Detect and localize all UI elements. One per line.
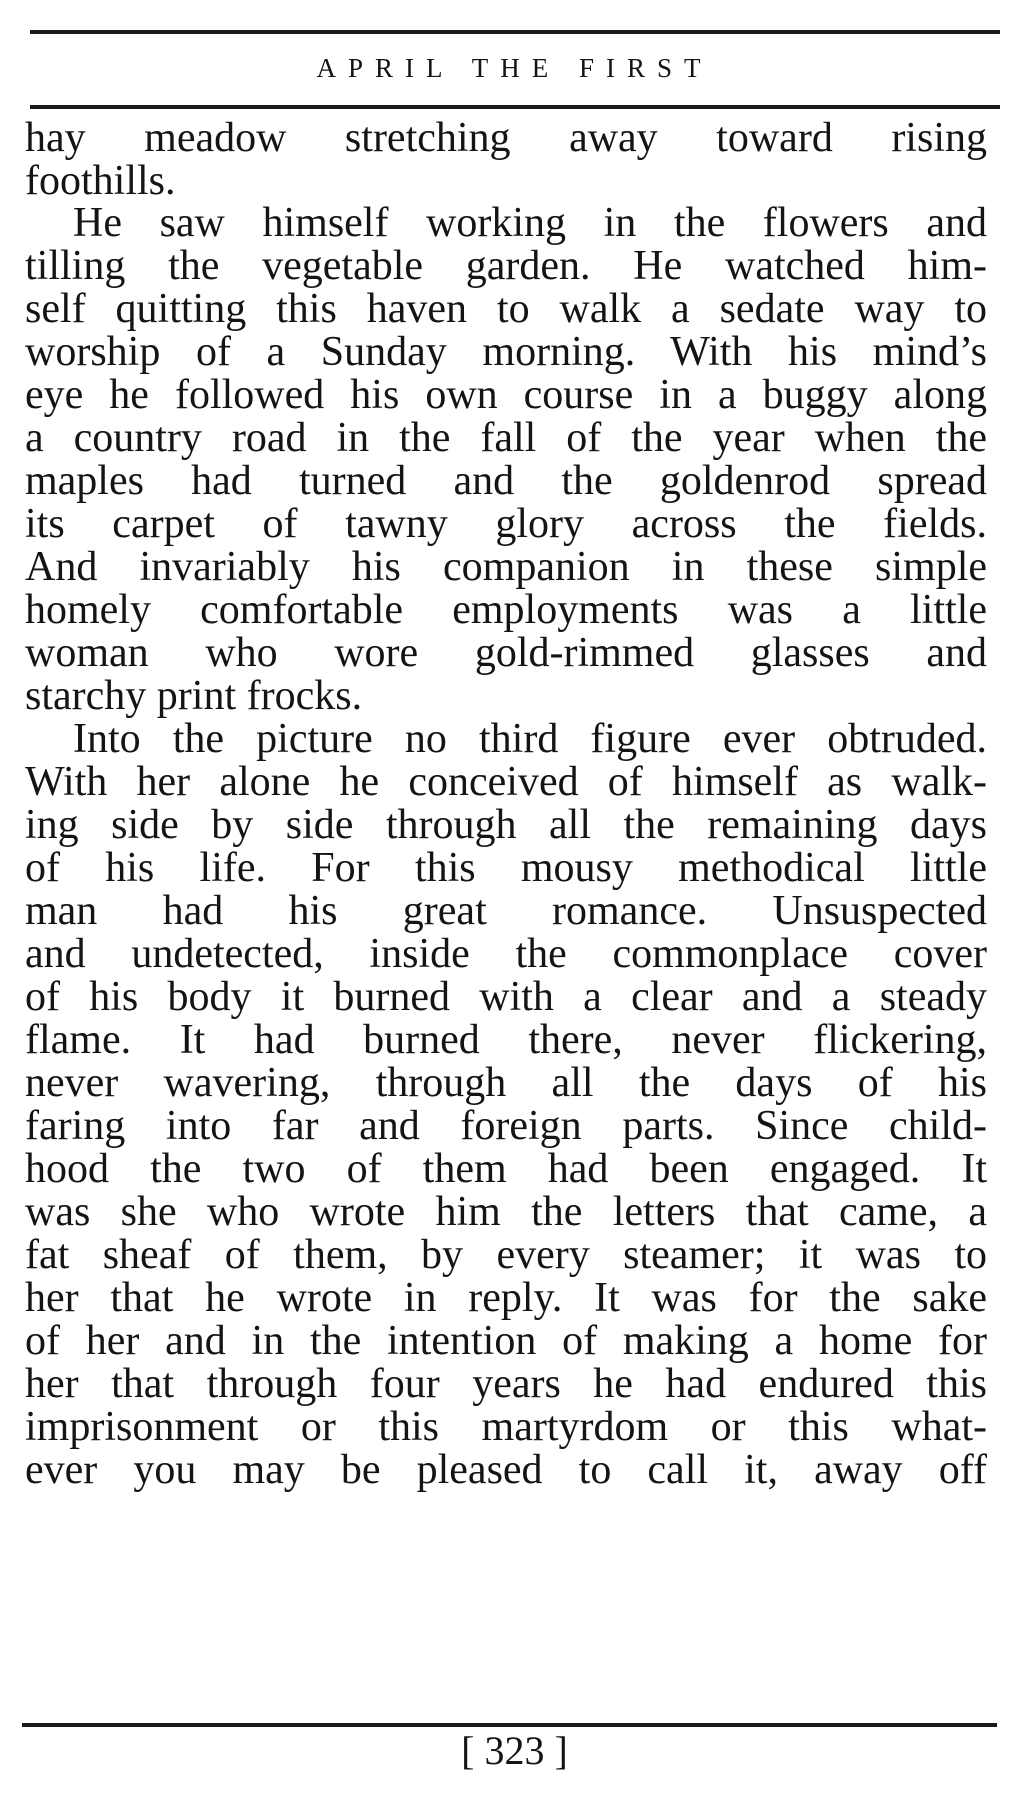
text-line: With her alone he conceived of himself as walk- xyxy=(25,759,987,805)
text-line: woman who wore gold-rimmed glasses and xyxy=(25,630,987,676)
text-line: maples had turned and the goldenrod spread xyxy=(25,458,987,504)
text-line: never wavering, through all the days of his xyxy=(25,1060,987,1106)
paragraph-start-line: Into the picture no third figure ever obtruded. xyxy=(73,716,987,762)
text-line: and undetected, inside the commonplace cover xyxy=(25,931,987,977)
text-line: flame. It had burned there, never flickering, xyxy=(25,1017,987,1063)
text-line: of his body it burned with a clear and a steady xyxy=(25,974,987,1020)
text-line: imprisonment or this martyrdom or this what- xyxy=(25,1404,987,1450)
text-line: ing side by side through all the remaining days xyxy=(25,802,987,848)
text-line: foothills. xyxy=(25,158,176,204)
text-line: was she who wrote him the letters that came, a xyxy=(25,1189,987,1235)
text-line: homely comfortable employments was a little xyxy=(25,587,987,633)
text-line: tilling the vegetable garden. He watched him- xyxy=(25,243,987,289)
text-line: worship of a Sunday morning. With his mind’s xyxy=(25,329,987,375)
text-line: its carpet of tawny glory across the fields. xyxy=(25,501,987,547)
header-rule-bottom xyxy=(30,105,1000,109)
text-line: starchy print frocks. xyxy=(25,673,363,719)
footer-rule xyxy=(22,1723,997,1727)
text-line: And invariably his companion in these simple xyxy=(25,544,987,590)
paragraph-start-line: He saw himself working in the flowers and xyxy=(73,200,987,246)
text-line: a country road in the fall of the year when the xyxy=(25,415,987,461)
text-line: fat sheaf of them, by every steamer; it was to xyxy=(25,1232,987,1278)
text-line: her that he wrote in reply. It was for the sake xyxy=(25,1275,987,1321)
text-line: ever you may be pleased to call it, away off xyxy=(25,1447,987,1493)
page-number: [ 323 ] xyxy=(461,1728,568,1773)
text-line: man had his great romance. Unsuspected xyxy=(25,888,987,934)
text-line: of his life. For this mousy methodical little xyxy=(25,845,987,891)
text-line: of her and in the intention of making a home for xyxy=(25,1318,987,1364)
text-line: her that through four years he had endured this xyxy=(25,1361,987,1407)
text-line: hood the two of them had been engaged. It xyxy=(25,1146,987,1192)
text-line: faring into far and foreign parts. Since child- xyxy=(25,1103,987,1149)
running-head: APRIL THE FIRST xyxy=(316,53,713,83)
text-line: self quitting this haven to walk a sedate way to xyxy=(25,286,987,332)
text-line: eye he followed his own course in a buggy along xyxy=(25,372,987,418)
header-rule-top xyxy=(30,30,1000,34)
text-line: hay meadow stretching away toward rising xyxy=(25,115,987,161)
